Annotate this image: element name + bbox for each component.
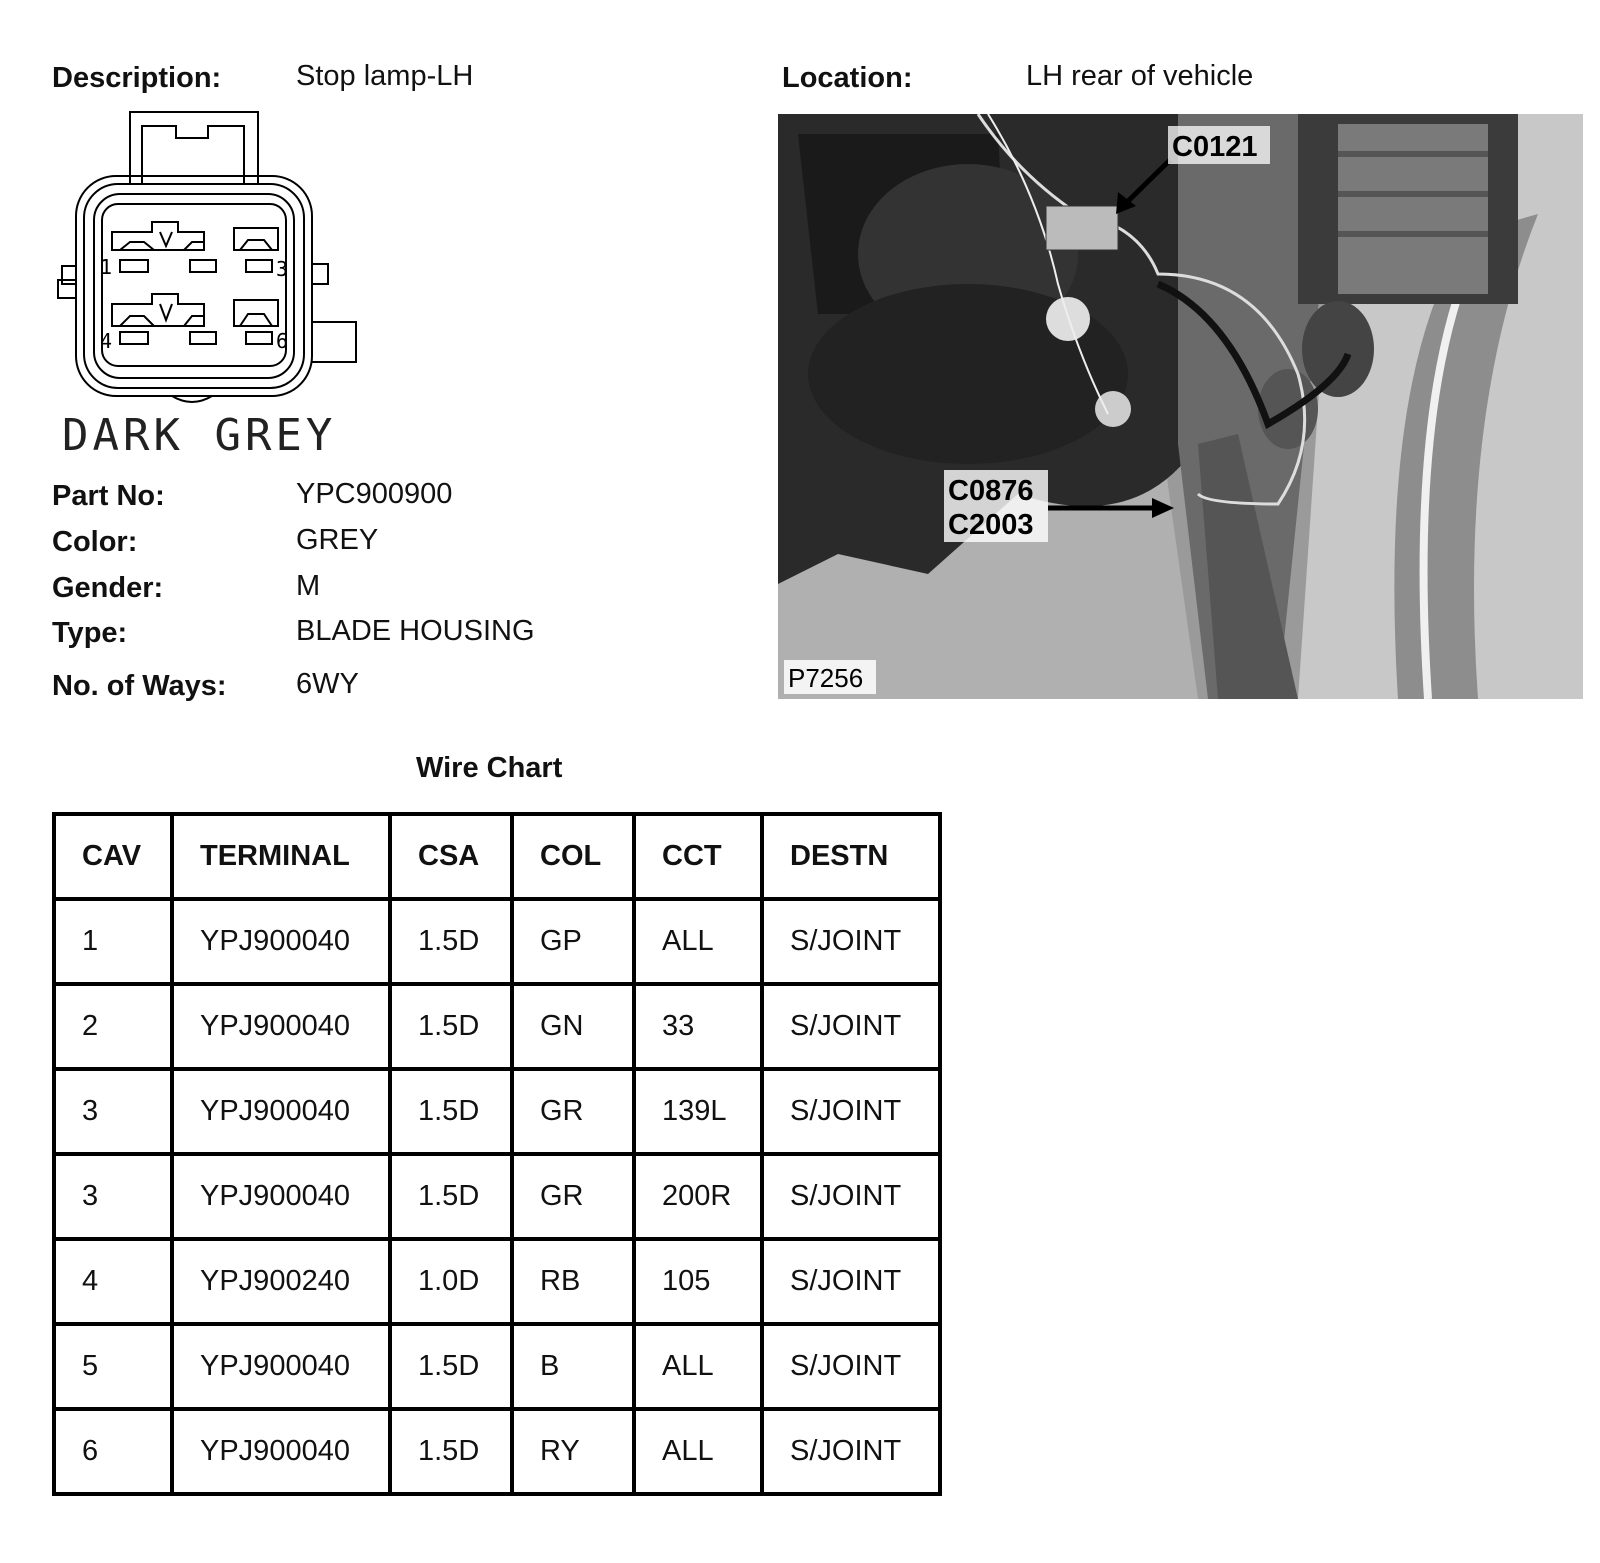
pin-label-6: 6: [276, 329, 289, 353]
cell-cav: 2: [54, 984, 172, 1069]
cell-destn: S/JOINT: [762, 899, 940, 984]
gender-value: M: [296, 570, 321, 602]
pin-label-1: 1: [100, 255, 113, 279]
type-value: BLADE HOUSING: [296, 615, 535, 647]
color-label: Color:: [52, 526, 138, 558]
part-no-label: Part No:: [52, 480, 165, 512]
table-row: [54, 1409, 940, 1494]
callout-c0876: C0876: [948, 475, 1034, 507]
col-header-cct: CCT: [634, 814, 762, 899]
cell-col: GR: [512, 1069, 634, 1154]
cell-destn: S/JOINT: [762, 1409, 940, 1494]
callout-c0121: C0121: [1172, 131, 1258, 163]
cell-cct: ALL: [634, 1324, 762, 1409]
connector-face-diagram: [56, 108, 376, 418]
cell-terminal: YPJ900040: [172, 1069, 390, 1154]
cell-csa: 1.5D: [390, 1324, 512, 1409]
cell-cct: 33: [634, 984, 762, 1069]
cell-csa: 1.5D: [390, 1154, 512, 1239]
table-row: [54, 1154, 940, 1239]
location-photo: [778, 114, 1583, 699]
cell-col: GR: [512, 1154, 634, 1239]
cell-destn: S/JOINT: [762, 1069, 940, 1154]
table-row: [54, 899, 940, 984]
col-header-col: COL: [512, 814, 634, 899]
table-row: [54, 1239, 940, 1324]
cell-cav: 1: [54, 899, 172, 984]
location-label: Location:: [782, 62, 913, 94]
cell-terminal: YPJ900240: [172, 1239, 390, 1324]
cell-cav: 6: [54, 1409, 172, 1494]
cell-col: B: [512, 1324, 634, 1409]
cell-destn: S/JOINT: [762, 1239, 940, 1324]
cell-col: GP: [512, 899, 634, 984]
cell-destn: S/JOINT: [762, 1324, 940, 1409]
gender-label: Gender:: [52, 572, 164, 604]
table-row: [54, 1069, 940, 1154]
cell-cav: 3: [54, 1069, 172, 1154]
part-no-value: YPC900900: [296, 478, 453, 510]
cell-csa: 1.5D: [390, 1409, 512, 1494]
cell-csa: 1.5D: [390, 1069, 512, 1154]
cell-col: RY: [512, 1409, 634, 1494]
cell-cav: 4: [54, 1239, 172, 1324]
description-value: Stop lamp-LH: [296, 60, 474, 92]
cell-destn: S/JOINT: [762, 984, 940, 1069]
cell-cav: 5: [54, 1324, 172, 1409]
cell-cct: ALL: [634, 899, 762, 984]
location-value: LH rear of vehicle: [1026, 60, 1254, 92]
cell-csa: 1.0D: [390, 1239, 512, 1324]
cell-terminal: YPJ900040: [172, 1324, 390, 1409]
cell-terminal: YPJ900040: [172, 1409, 390, 1494]
cell-cct: 105: [634, 1239, 762, 1324]
table-row: [54, 1324, 940, 1409]
col-header-cav: CAV: [54, 814, 172, 899]
cell-cct: ALL: [634, 1409, 762, 1494]
wire-chart-table: [52, 812, 942, 1496]
type-label: Type:: [52, 617, 128, 649]
cell-cct: 200R: [634, 1154, 762, 1239]
cell-cav: 3: [54, 1154, 172, 1239]
col-header-destn: DESTN: [762, 814, 940, 899]
cell-csa: 1.5D: [390, 899, 512, 984]
description-label: Description:: [52, 62, 222, 94]
pin-label-3: 3: [276, 257, 289, 281]
cell-destn: S/JOINT: [762, 1154, 940, 1239]
col-header-terminal: TERMINAL: [172, 814, 390, 899]
cell-csa: 1.5D: [390, 984, 512, 1069]
table-row: [54, 984, 940, 1069]
table-header-row: [54, 814, 940, 899]
cell-terminal: YPJ900040: [172, 1154, 390, 1239]
cell-cct: 139L: [634, 1069, 762, 1154]
ways-value: 6WY: [296, 668, 359, 700]
pin-label-4: 4: [100, 329, 113, 353]
ways-label: No. of Ways:: [52, 670, 227, 702]
callout-c2003: C2003: [948, 509, 1034, 541]
cell-col: GN: [512, 984, 634, 1069]
cell-terminal: YPJ900040: [172, 899, 390, 984]
cell-col: RB: [512, 1239, 634, 1324]
cell-terminal: YPJ900040: [172, 984, 390, 1069]
photo-id: P7256: [788, 663, 864, 693]
col-header-csa: CSA: [390, 814, 512, 899]
housing-color-text: DARK GREY: [62, 410, 337, 461]
wire-chart-title: Wire Chart: [416, 752, 563, 784]
color-value: GREY: [296, 524, 379, 556]
